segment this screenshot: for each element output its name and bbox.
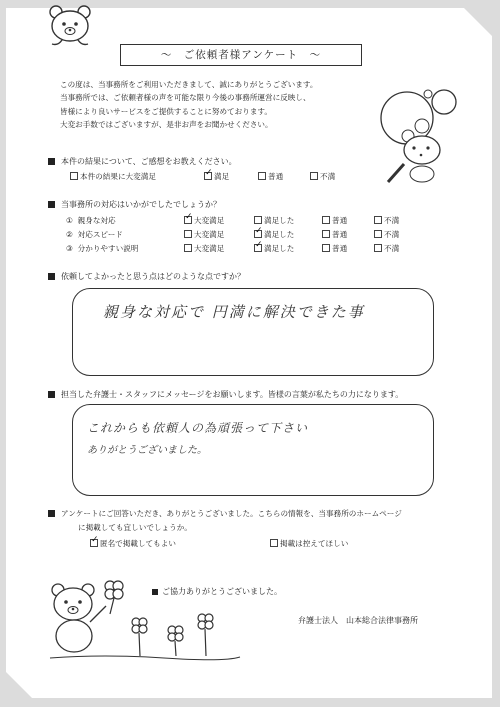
q2-row-3-option-1[interactable]: 大変満足 [184, 243, 224, 254]
q3-handwritten-answer: 親身な対応で 円満に解決できた事 [103, 303, 365, 321]
intro-text: この度は、当事務所をご利用いただきまして、誠にありがとうございます。 当事務所では、ご依頼者様の声を可能な限り今後の事務所運営に反映し、 皆様により良いサービスをご提供することに努めております。 大変お手数ではございますが、是非お声をお聞かせください。 [60, 80, 318, 129]
bullet-icon [48, 201, 55, 208]
checkbox-checked[interactable] [204, 172, 212, 180]
q2-row-2-option-1[interactable]: 大変満足 [184, 229, 224, 240]
question-1: 本件の結果について、ご感想をお教えください。 [48, 156, 237, 167]
question-2: 当事務所の対応はいかがでしたでしょうか？ [48, 199, 221, 210]
thanks-message: ご協力ありがとうございました。 [152, 586, 282, 597]
q2-row-3-option-3[interactable]: 普通 [322, 243, 347, 254]
folded-corner-top-right [464, 8, 492, 36]
q1-option-4[interactable]: 不満 [310, 171, 335, 182]
q2-row-2-option-3[interactable]: 普通 [322, 229, 347, 240]
checkbox[interactable] [258, 172, 266, 180]
bullet-icon [152, 589, 158, 595]
q1-option-2[interactable]: ✓ 満足 [204, 171, 229, 182]
q2-row-3-label: ③ 分かりやすい説明 [66, 244, 139, 253]
q2-row-1-option-2[interactable]: 満足した [254, 215, 294, 226]
q4-handwritten-line-1: これからも依頼人の為頑張って下さい [87, 421, 309, 435]
question-5: アンケートにご回答いただき、ありがとうございました。こちらの情報を、当事務所のホームページ [48, 508, 402, 519]
question-5-line-2: に掲載しても宜しいでしょうか。 [78, 523, 192, 532]
q2-row-1-option-4[interactable]: 不満 [374, 215, 399, 226]
q5-option-1[interactable]: ✓匿名で掲載してもよい [90, 538, 176, 549]
bullet-icon [48, 510, 55, 517]
checkbox[interactable] [70, 172, 78, 180]
office-name: 弁護士法人 山本総合法律事務所 [298, 616, 418, 625]
q2-row-2-option-2[interactable]: ✓ 満足した [254, 229, 294, 240]
bullet-icon [48, 158, 55, 165]
q2-row-1-option-3[interactable]: 普通 [322, 215, 347, 226]
q2-row-1-label: ① 親身な対応 [66, 216, 116, 225]
q2-row-3-option-2[interactable]: ✓ 満足した [254, 243, 294, 254]
q2-row-2-option-4[interactable]: 不満 [374, 229, 399, 240]
question-4: 担当した弁護士・スタッフにメッセージをお願いします。皆様の言葉が私たちの力になります。 [48, 389, 403, 400]
bear-with-clovers-icon [44, 570, 244, 666]
bullet-icon [48, 273, 55, 280]
question-3: 依頼してよかったと思う点はどのような点ですか？ [48, 271, 245, 282]
page-title: ～ ご依頼者様アンケート ～ [120, 44, 362, 66]
q1-option-1[interactable]: 本件の結果に大変満足 [70, 171, 156, 182]
q2-row-1-option-1[interactable]: ✓ 大変満足 [184, 215, 224, 226]
q4-answer-box[interactable] [72, 404, 434, 496]
folded-corner-bottom-left [6, 672, 32, 698]
q5-option-2[interactable]: 掲載は控えてほしい [270, 538, 348, 549]
bear-icon [44, 2, 96, 46]
q4-handwritten-line-2: ありがとうございました。 [87, 445, 207, 456]
q2-row-2-label: ② 対応スピード [66, 230, 123, 239]
checkbox[interactable] [310, 172, 318, 180]
q2-row-3-option-4[interactable]: 不満 [374, 243, 399, 254]
bullet-icon [48, 391, 55, 398]
bear-with-balloons-icon [352, 88, 472, 188]
q3-answer-box[interactable] [72, 288, 434, 376]
q1-option-3[interactable]: 普通 [258, 171, 283, 182]
